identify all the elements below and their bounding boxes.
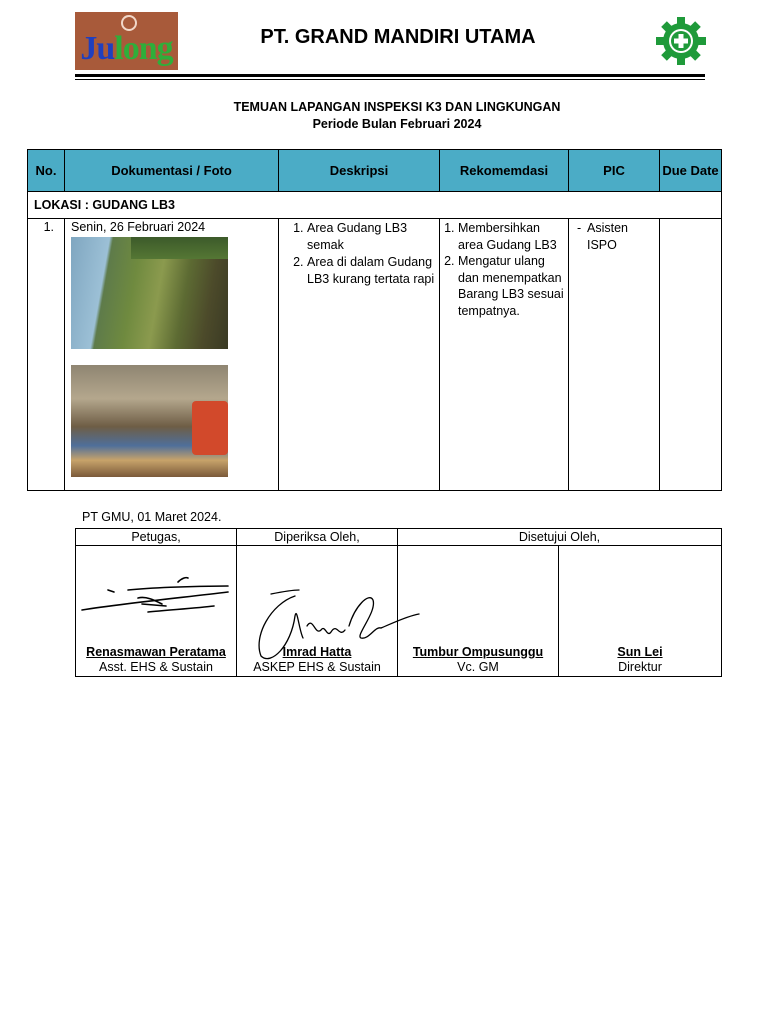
signer-position: Vc. GM bbox=[457, 660, 499, 674]
report-title: TEMUAN LAPANGAN INSPEKSI K3 DAN LINGKUNGAN bbox=[233, 100, 561, 114]
handwritten-signature-1 bbox=[78, 574, 236, 624]
col-header-deskripsi: Deskripsi bbox=[279, 150, 440, 192]
signer-position: Direktur bbox=[618, 660, 662, 674]
pic-line1: Asisten bbox=[587, 221, 628, 235]
location-label: LOKASI : GUDANG LB3 bbox=[28, 192, 722, 219]
company-logo bbox=[75, 12, 178, 70]
signature-cell bbox=[76, 546, 237, 677]
signature-row bbox=[76, 546, 722, 677]
header-rule-thin bbox=[75, 79, 705, 80]
findings-table bbox=[27, 149, 722, 491]
signature-cell bbox=[237, 546, 398, 677]
header-rule-thick bbox=[75, 74, 705, 77]
photo-gudang-lb3-semak bbox=[71, 237, 228, 349]
rekomendasi-item: 2. Mengatur ulang dan menempatkan Barang LB3 sesuai tempatnya. bbox=[458, 253, 568, 319]
col-header-no: No. bbox=[28, 150, 65, 192]
row-deskripsi bbox=[279, 219, 440, 491]
row-number: 1. bbox=[28, 219, 65, 491]
signer-position: Asst. EHS & Sustain bbox=[99, 660, 213, 674]
logo-emblem-icon bbox=[121, 15, 137, 31]
table-header-row bbox=[28, 150, 722, 192]
location-row bbox=[28, 192, 722, 219]
signature-cell bbox=[398, 546, 559, 677]
photo-gudang-lb3-interior bbox=[71, 365, 228, 477]
col-header-rekomendasi: Rekomemdasi bbox=[440, 150, 569, 192]
role-diperiksa: Diperiksa Oleh, bbox=[237, 529, 398, 546]
col-header-dokumentasi: Dokumentasi / Foto bbox=[65, 150, 279, 192]
rekomendasi-item: 1. Membersihkan area Gudang LB3 bbox=[458, 220, 568, 253]
row-date: Senin, 26 Februari 2024 bbox=[71, 220, 206, 234]
pic-bullet: - bbox=[577, 221, 582, 235]
row-pic bbox=[569, 219, 660, 491]
signature-table bbox=[75, 528, 722, 677]
signer-name: Imrad Hatta bbox=[282, 645, 352, 659]
company-name: PT. GRAND MANDIRI UTAMA bbox=[260, 26, 536, 48]
logo-text-long: long bbox=[114, 30, 173, 67]
row-due-date bbox=[660, 219, 722, 491]
signer-position: ASKEP EHS & Sustain bbox=[253, 660, 381, 674]
logo-wordmark bbox=[80, 32, 172, 66]
signer-name: Sun Lei bbox=[617, 645, 663, 659]
row-documentation bbox=[65, 219, 279, 491]
report-period: Periode Bulan Februari 2024 bbox=[312, 117, 482, 131]
signature-cell bbox=[559, 546, 722, 677]
role-disetujui: Disetujui Oleh, bbox=[398, 529, 722, 546]
col-header-due-date: Due Date bbox=[660, 150, 722, 192]
col-header-pic: PIC bbox=[569, 150, 660, 192]
row-rekomendasi bbox=[440, 219, 569, 491]
green-gear-cross-icon bbox=[655, 16, 707, 66]
logo-text-ju: Ju bbox=[80, 30, 115, 67]
sign-place-date: PT GMU, 01 Maret 2024. bbox=[82, 510, 222, 524]
pic-line2: ISPO bbox=[587, 237, 617, 252]
signature-role-row bbox=[76, 529, 722, 546]
signer-name: Renasmawan Peratama bbox=[86, 645, 226, 659]
signer-name: Tumbur Ompusunggu bbox=[412, 645, 544, 659]
deskripsi-item: 2. Area di dalam Gudang LB3 kurang tertata rapi bbox=[307, 254, 439, 287]
deskripsi-item: 1. Area Gudang LB3 semak bbox=[307, 220, 439, 253]
handwritten-signature-2 bbox=[251, 586, 421, 666]
role-petugas: Petugas, bbox=[76, 529, 237, 546]
table-row bbox=[28, 219, 722, 491]
